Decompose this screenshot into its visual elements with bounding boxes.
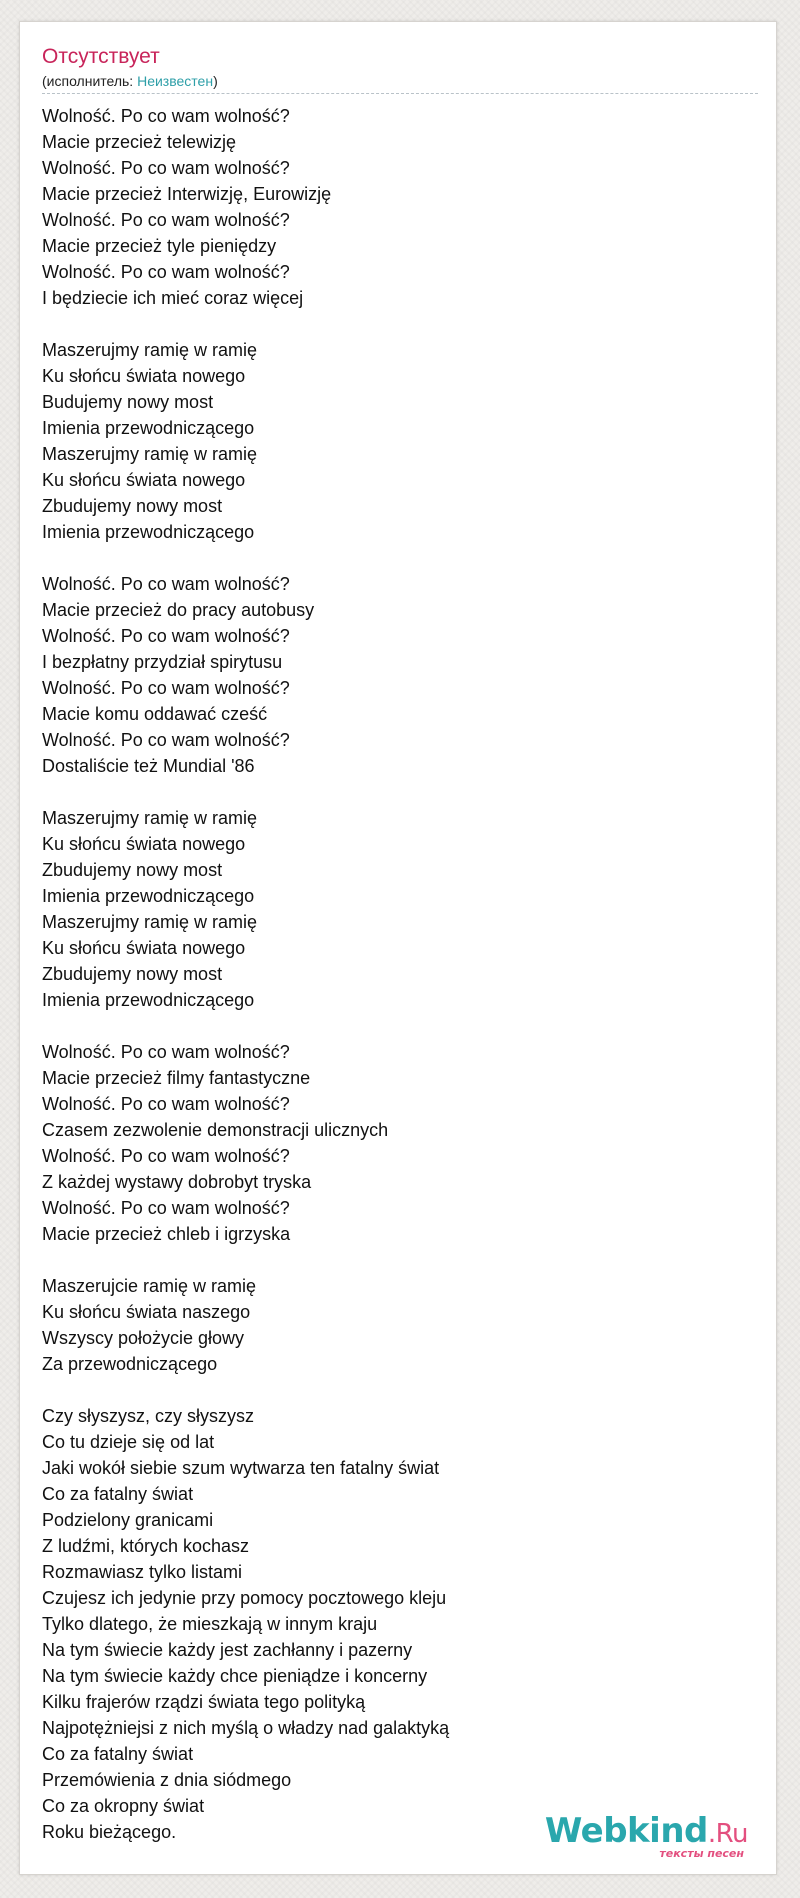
lyric-line: Maszerujmy ramię w ramię: [42, 444, 258, 464]
lyric-line: Zbudujemy nowy most: [42, 496, 223, 516]
lyric-line: Z ludźmi, których kochasz: [42, 1536, 250, 1556]
lyric-line: Macie przecież filmy fantastyczne: [42, 1068, 311, 1088]
lyric-line: Czujesz ich jedynie przy pomocy pocztowego kleju: [42, 1588, 447, 1608]
lyric-line: Ku słońcu świata nowego: [42, 938, 246, 958]
lyric-line: Z każdej wystawy dobrobyt tryska: [42, 1172, 312, 1192]
lyric-line: Ku słońcu świata nowego: [42, 470, 246, 490]
lyric-line: Wolność. Po co wam wolność?: [42, 1042, 290, 1062]
lyric-line: I będziecie ich mieć coraz więcej: [42, 288, 304, 308]
lyrics-stanza: [42, 571, 449, 779]
lyric-line: Imienia przewodniczącego: [42, 990, 255, 1010]
lyric-line: Wolność. Po co wam wolność?: [42, 1198, 290, 1218]
lyric-line: Wolność. Po co wam wolność?: [42, 1146, 290, 1166]
lyric-line: Co za fatalny świat: [42, 1744, 194, 1764]
lyric-line: I bezpłatny przydział spirytusu: [42, 652, 283, 672]
lyrics-stanza: [42, 1403, 449, 1845]
lyric-line: Wolność. Po co wam wolność?: [42, 730, 290, 750]
lyric-line: Ku słońcu świata nowego: [42, 834, 246, 854]
lyric-line: Macie przecież tyle pieniędzy: [42, 236, 277, 256]
lyric-line: Maszerujcie ramię w ramię: [42, 1276, 257, 1296]
lyric-line: Podzielony granicami: [42, 1510, 214, 1530]
lyric-line: Macie przecież Interwizję, Eurowizję: [42, 184, 332, 204]
lyric-line: Na tym świecie każdy chce pieniądze i koncerny: [42, 1666, 428, 1686]
lyric-line: Ku słońcu świata naszego: [42, 1302, 251, 1322]
lyric-line: Wolność. Po co wam wolność?: [42, 626, 290, 646]
site-logo[interactable]: [545, 1813, 748, 1860]
lyric-line: Wolność. Po co wam wolność?: [42, 1094, 290, 1114]
artist-prefix: (исполнитель:: [42, 73, 138, 89]
lyric-line: Co tu dzieje się od lat: [42, 1432, 215, 1452]
lyrics-stanza: [42, 1039, 449, 1247]
logo-tld: .Ru: [707, 1819, 748, 1849]
lyric-line: Zbudujemy nowy most: [42, 860, 223, 880]
lyric-line: Dostaliście też Mundial '86: [42, 756, 255, 776]
lyrics-text: [42, 103, 449, 1871]
lyric-line: Tylko dlatego, że mieszkają w innym kraju: [42, 1614, 378, 1634]
lyric-line: Maszerujmy ramię w ramię: [42, 912, 258, 932]
artist-line: [42, 72, 218, 90]
lyric-line: Ku słońcu świata nowego: [42, 366, 246, 386]
lyric-line: Maszerujmy ramię w ramię: [42, 340, 258, 360]
lyrics-stanza: [42, 805, 449, 1013]
lyric-line: Wolność. Po co wam wolność?: [42, 210, 290, 230]
lyric-line: Czy słyszysz, czy słyszysz: [42, 1406, 255, 1426]
lyric-line: Imienia przewodniczącego: [42, 418, 255, 438]
lyric-line: Za przewodniczącego: [42, 1354, 218, 1374]
lyrics-stanza: [42, 103, 449, 311]
lyric-line: Jaki wokół siebie szum wytwarza ten fatalny świat: [42, 1458, 440, 1478]
lyrics-stanza: [42, 1273, 449, 1377]
lyric-line: Zbudujemy nowy most: [42, 964, 223, 984]
lyric-line: Wolność. Po co wam wolność?: [42, 158, 290, 178]
lyric-line: Kilku frajerów rządzi świata tego polityką: [42, 1692, 366, 1712]
lyric-line: Co za okropny świat: [42, 1796, 205, 1816]
lyric-line: Czasem zezwolenie demonstracji ulicznych: [42, 1120, 389, 1140]
lyric-line: Wolność. Po co wam wolność?: [42, 678, 290, 698]
lyric-line: Wolność. Po co wam wolność?: [42, 262, 290, 282]
lyric-line: Wolność. Po co wam wolność?: [42, 106, 290, 126]
lyric-line: Na tym świecie każdy jest zachłanny i pazerny: [42, 1640, 413, 1660]
lyrics-stanza: [42, 337, 449, 545]
artist-suffix: ): [213, 73, 218, 89]
lyrics-card: [19, 21, 777, 1875]
logo-tagline: тексты песен: [659, 1847, 744, 1860]
lyric-line: Rozmawiasz tylko listami: [42, 1562, 243, 1582]
lyric-line: Wolność. Po co wam wolność?: [42, 574, 290, 594]
lyric-line: Macie przecież telewizję: [42, 132, 237, 152]
lyric-line: Macie komu oddawać cześć: [42, 704, 268, 724]
lyric-line: Macie przecież chleb i igrzyska: [42, 1224, 291, 1244]
lyric-line: Najpotężniejsi z nich myślą o władzy nad galaktyką: [42, 1718, 450, 1738]
lyric-line: Macie przecież do pracy autobusy: [42, 600, 315, 620]
lyric-line: Maszerujmy ramię w ramię: [42, 808, 258, 828]
song-title: Отсутствует: [42, 45, 160, 68]
lyric-line: Imienia przewodniczącego: [42, 522, 255, 542]
lyric-line: Roku bieżącego.: [42, 1822, 177, 1842]
title-divider: [42, 93, 758, 94]
lyric-line: Imienia przewodniczącego: [42, 886, 255, 906]
artist-link[interactable]: Неизвестен: [137, 73, 214, 89]
lyric-line: Budujemy nowy most: [42, 392, 214, 412]
lyric-line: Wszyscy położycie głowy: [42, 1328, 245, 1348]
logo-name: Webkind: [544, 1811, 708, 1851]
lyric-line: Co za fatalny świat: [42, 1484, 194, 1504]
lyric-line: Przemówienia z dnia siódmego: [42, 1770, 292, 1790]
